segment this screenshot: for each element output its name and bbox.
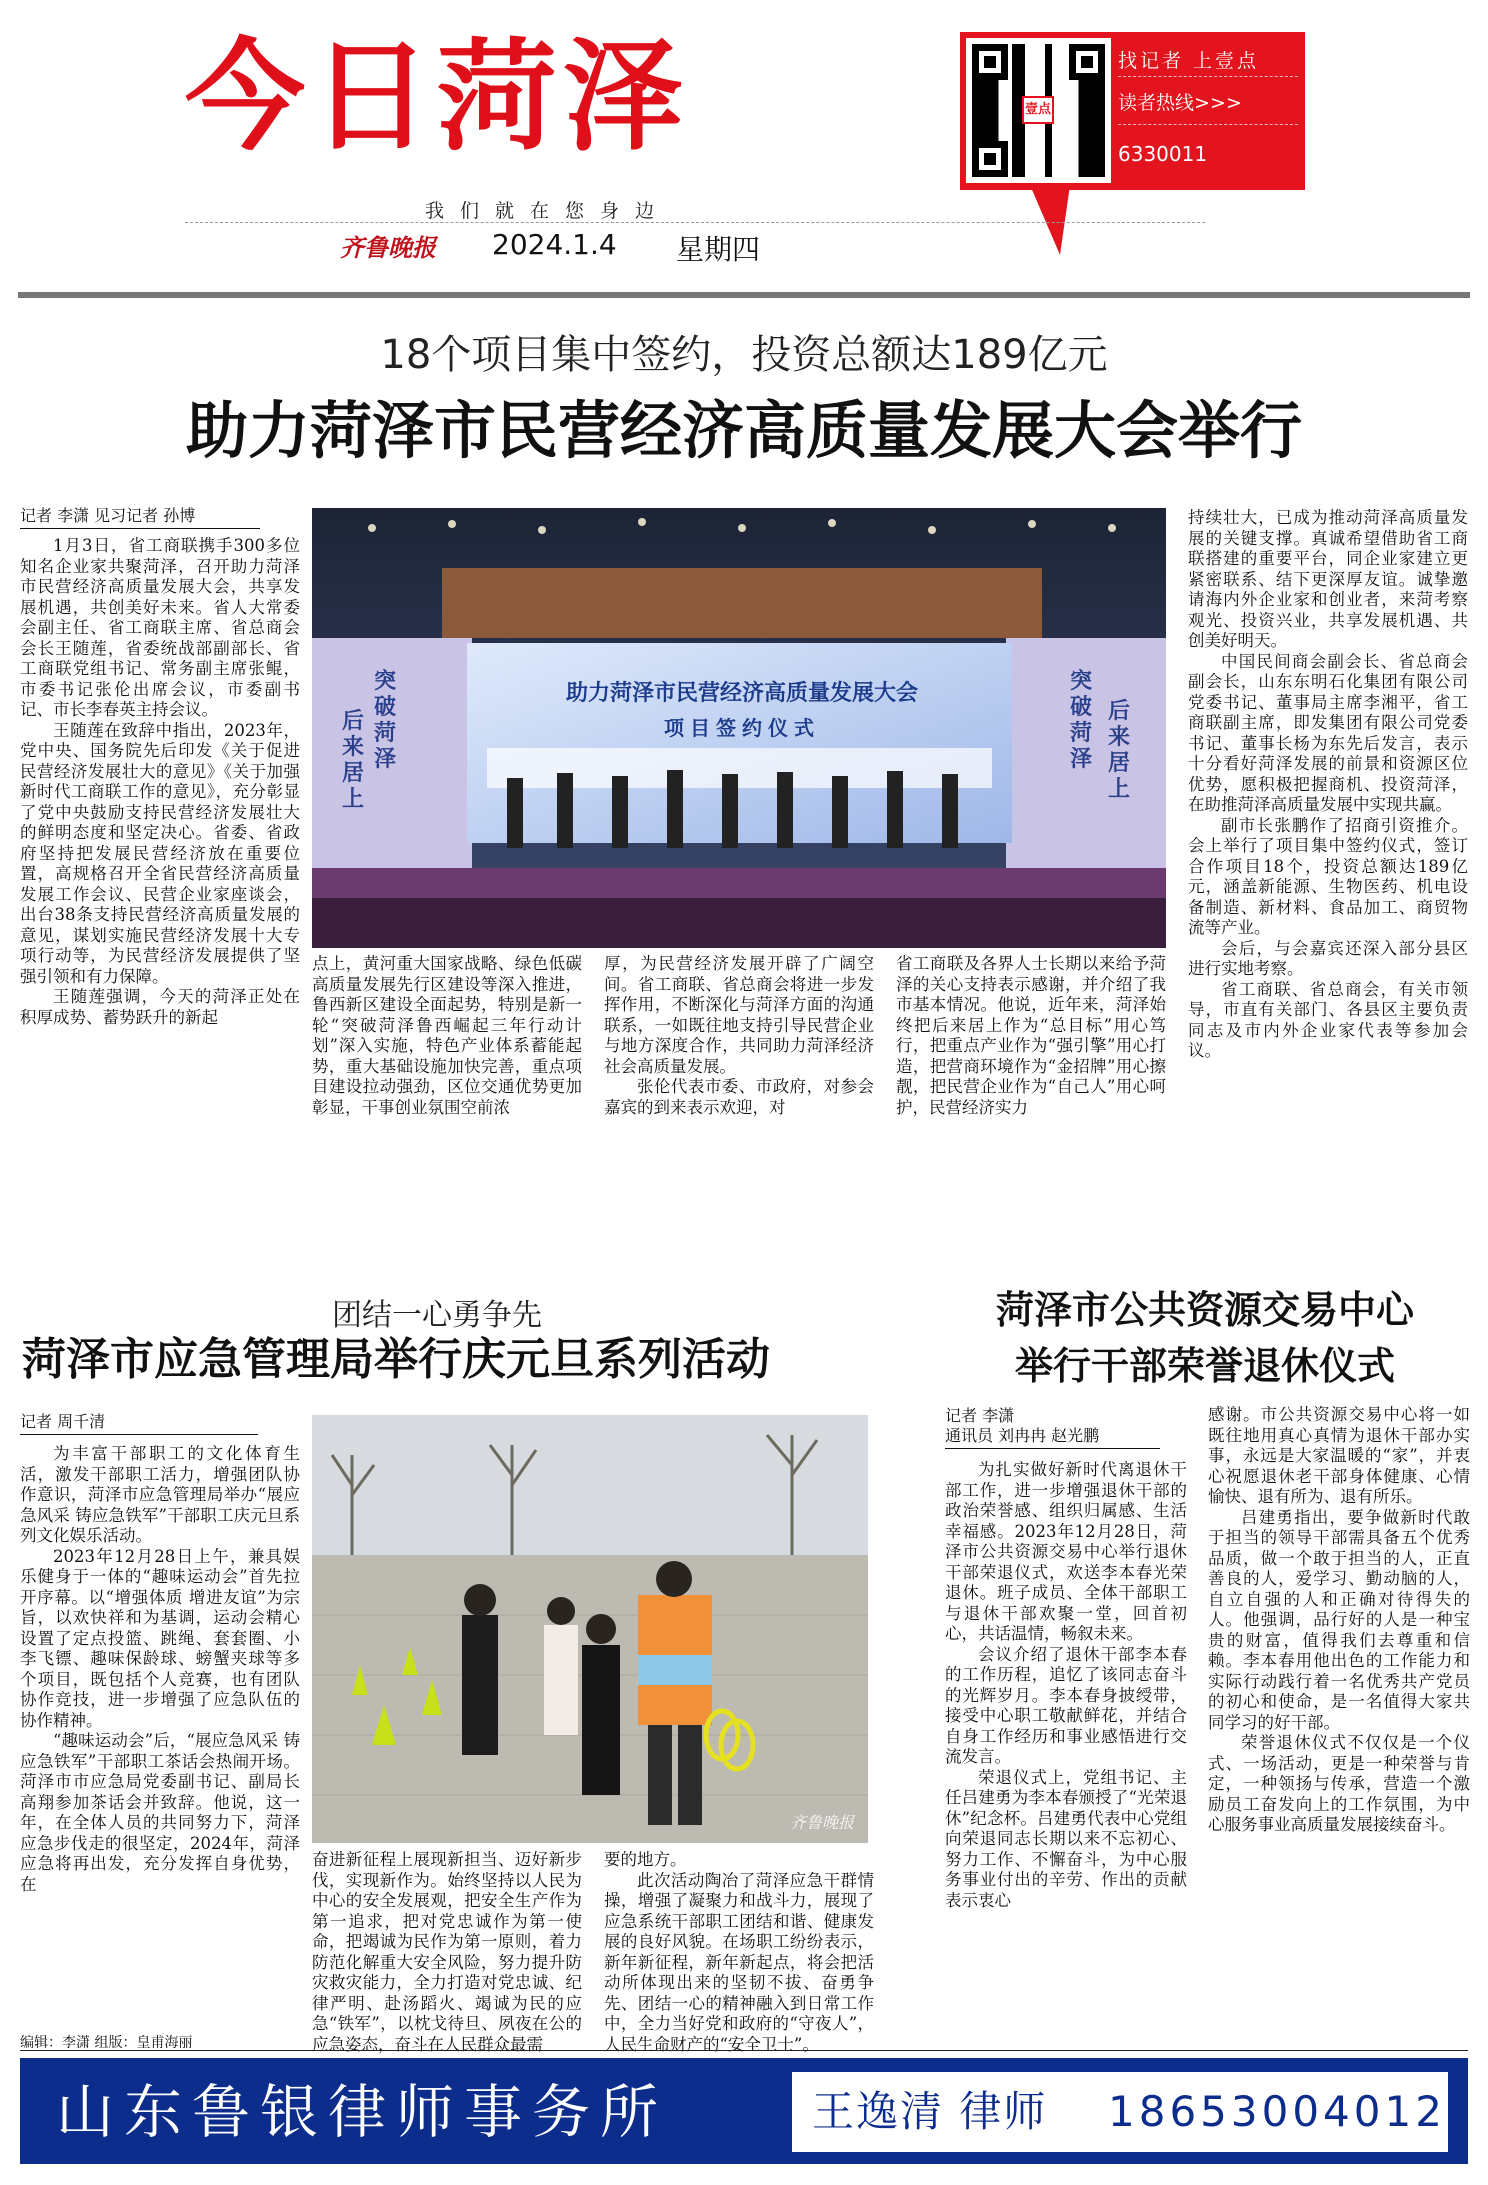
paragraph: “趣味运动会”后，“展应急风采 铸应急铁军”干部职工茶话会热闹开场。菏泽市市应急局党委副书记、副局长高翔参加茶话会并致辞。他说，这一年，在全体人员的共同努力下，菏泽应急步伐走的很坚定，2024年，菏泽应急将再出发，充分发挥自身优势，在 bbox=[20, 1731, 300, 1894]
article2-col3 bbox=[604, 1850, 874, 2054]
ad-firm-name: 山东鲁银律师事务所 bbox=[56, 2078, 669, 2146]
stage-banner-title: 助力菏泽市民营经济高质量发展大会 bbox=[565, 680, 918, 706]
article3-col2 bbox=[1208, 1405, 1470, 2025]
article3-byline2: 通讯员 刘冉冉 赵光鹏 bbox=[945, 1426, 1160, 1449]
article1-col1 bbox=[20, 536, 300, 1196]
stage-slogan-left-b: 后来居上 bbox=[342, 708, 365, 812]
paragraph: 荣退仪式上，党组书记、主任吕建勇为李本春颁授了“光荣退休”纪念杯。吕建勇代表中心党组向荣退同志长期以来不忘初心、努力工作、不懈奋斗，为中心服务事业付出的辛劳、作出的贡献表示衷心 bbox=[945, 1767, 1187, 1910]
qr-badge: 壹点 bbox=[1022, 96, 1054, 124]
article2-col1 bbox=[20, 1444, 300, 2026]
masthead-title: 今日菏泽 bbox=[185, 26, 689, 167]
masthead-divider bbox=[185, 222, 1205, 223]
paragraph: 省工商联、省总商会，有关市领导，市直有关部门、各县区主要负责同志及市内外企业家代表等参加会议。 bbox=[1188, 979, 1468, 1060]
stage-slogan-left-a: 突破菏泽 bbox=[374, 668, 397, 772]
paragraph: 王随莲强调，今天的菏泽正处在积厚成势、蓄势跃升的新起 bbox=[20, 987, 300, 1027]
paragraph: 2023年12月28日上午，兼具娱乐健身于一体的“趣味运动会”首先拉开序幕。以“增强体质 增进友谊”为宗旨，以欢快祥和为基调，运动会精心设置了定点投篮、跳绳、套套圈、小李飞镖、趣味保龄球、螃蟹夹球等多个项目，既包括个人竞赛，也有团队协作竞技，进一步增强了应急队伍的协作精神。 bbox=[20, 1546, 300, 1730]
article1-col4 bbox=[896, 954, 1166, 1194]
article3-byline1: 记者 李潇 bbox=[945, 1406, 1015, 1425]
paragraph: 王随莲在致辞中指出，2023年，党中央、国务院先后印发《关于促进民营经济发展壮大的意见》《关于加强新时代工商联工作的意见》，充分彰显了党中央鼓励支持民营经济发展壮大的鲜明态度和坚定决心。省委、省政府坚持把发展民营经济放在重要位置，高规格召开全省民营经济高质量发展工作会议、民营企业家座谈会，出台38条支持民营经济高质量发展的意见，谋划实施民营经济发展十大专项行动等，为民营经济发展提供了坚强引领和有力保障。 bbox=[20, 720, 300, 986]
paragraph: 1月3日，省工商联携手300多位知名企业家共聚菏泽，召开助力菏泽市民营经济高质量发展大会，共享发展机遇，共创美好未来。省人大常委会副主任、省工商联主席、省总商会会长王随莲，省委统战部副部长、省工商联党组书记、常务副主席张鲲，市委书记张伦出席会议，市委副书记、市长李春英主持会议。 bbox=[20, 536, 300, 719]
paragraph: 奋进新征程上展现新担当、迈好新步伐，实现新作为。始终坚持以人民为中心的安全发展观，把安全生产作为第一追求，把对党忠诚作为第一使命，把竭诚为民作为第一原则，着力防范化解重大安全风险，努力提升防灾救灾能力，全力打造对党忠诚、纪律严明、赴汤蹈火、竭诚为民的应急“铁军”，以枕戈待旦、夙夜在公的应急姿态，奋斗在人民群众最需 bbox=[312, 1850, 582, 2054]
article2-col2 bbox=[312, 1850, 582, 2054]
editor-credits: 编辑：李潇 组版：皇甫海丽 bbox=[20, 2035, 193, 2051]
stage-banner-subtitle: 项目签约仪式 bbox=[664, 716, 820, 740]
issue-date: 2024.1.4 bbox=[492, 228, 617, 261]
article1-col2 bbox=[312, 954, 582, 1194]
qr-code-icon[interactable] bbox=[966, 38, 1111, 183]
article3-col1 bbox=[945, 1460, 1187, 2025]
paragraph: 感谢。市公共资源交易中心将一如既往地用真心真情为退休干部办实事，永远是大家温暖的“家”，并衷心祝愿退休老干部身体健康、心情愉快、退有所为、退有所乐。 bbox=[1208, 1405, 1470, 1506]
hotline-divider bbox=[1118, 76, 1298, 77]
hotline-number: 6330011 bbox=[1118, 142, 1208, 166]
signing-ceremony-photo bbox=[312, 508, 1166, 948]
footer-rule bbox=[20, 2050, 1468, 2051]
article3-headline bbox=[945, 1282, 1465, 1394]
paragraph: 张伦代表市委、市政府，对参会嘉宾的到来表示欢迎，对 bbox=[604, 1077, 874, 1117]
photo-watermark: 齐鲁晚报 bbox=[789, 1813, 854, 1832]
paragraph: 为扎实做好新时代离退休干部工作，进一步增强退休干部的政治荣誉感、组织归属感、生活幸福感。2023年12月28日，菏泽市公共资源交易中心举行退休干部荣退仪式，欢送李本春光荣退休。班子成员、全体干部职工与退休干部欢聚一堂，回首初心，共话温情，畅叙未来。 bbox=[945, 1460, 1187, 1643]
article3-headline-line1: 菏泽市公共资源交易中心 bbox=[995, 1287, 1414, 1332]
paragraph: 会议介绍了退休干部李本春的工作历程，追忆了该同志奋斗的光辉岁月。李本春身披绶带，接受中心职工敬献鲜花，并结合自身工作经历和事业感悟进行交流发言。 bbox=[945, 1644, 1187, 1766]
paragraph: 为丰富干部职工的文化体育生活，激发干部职工活力，增强团队协作意识，菏泽市应急管理局举办“展应急风采 铸应急铁军”干部职工庆元旦系列文化娱乐活动。 bbox=[20, 1444, 300, 1545]
ad-lawyer-name: 王逸清 律师 bbox=[812, 2087, 1048, 2136]
article1-col5 bbox=[1188, 508, 1468, 1198]
paragraph: 要的地方。 bbox=[604, 1850, 687, 1869]
paper-logo: 齐鲁晚报 bbox=[340, 233, 436, 262]
article1-headline: 助力菏泽市民营经济高质量发展大会举行 bbox=[185, 394, 1302, 467]
article1-byline: 记者 李潇 见习记者 孙博 bbox=[20, 506, 260, 529]
hotline-box-tail bbox=[1030, 185, 1070, 255]
article2-headline: 菏泽市应急管理局举行庆元旦系列活动 bbox=[22, 1334, 770, 1385]
paragraph: 荣誉退休仪式不仅仅是一个仪式、一场活动，更是一种荣誉与肯定，一种领扬与传承，营造一个激励员工奋发向上的工作氛围，为中心服务事业高质量发展接续奋斗。 bbox=[1208, 1733, 1470, 1834]
paragraph: 此次活动陶冶了菏泽应急干群情操，增强了凝聚力和战斗力，展现了应急系统干部职工团结和谐、健康发展的良好风貌。在场职工纷纷表示，新年新征程，新年新起点，将会把活动所体现出来的坚韧不拔、奋勇争先、团结一心的精神融入到日常工作中，全力当好党和政府的“守夜人”，人民生命财产的“安全卫士”。 bbox=[604, 1870, 874, 2054]
paragraph: 省工商联及各界人士长期以来给予菏泽的关心支持表示感谢，并介绍了我市基本情况。他说，近年来，菏泽始终把后来居上作为“总目标”用心笃行，把重点产业作为“强引擎”用心打造，把营商环境作为“金招牌”用心擦靓，把民营企业作为“自己人”用心呵护，民营经济实力 bbox=[896, 954, 1166, 1117]
paragraph: 副市长张鹏作了招商引资推介。会上举行了项目集中签约仪式，签订合作项目18个，投资总额达189亿元，涵盖新能源、生物医药、机电设备制造、新材料、食品加工、商贸物流等产业。 bbox=[1188, 815, 1468, 937]
article2-byline: 记者 周千清 bbox=[20, 1412, 258, 1435]
stage-slogan-right-b: 后来居上 bbox=[1108, 698, 1131, 802]
sports-event-photo bbox=[312, 1415, 868, 1843]
article3-headline-line2: 举行干部荣誉退休仪式 bbox=[1014, 1343, 1395, 1388]
article2-kicker: 团结一心勇争先 bbox=[332, 1298, 542, 1333]
masthead-slogan: 我们就在您身边 bbox=[425, 200, 671, 222]
paragraph: 中国民间商会副会长、省总商会副会长，山东东明石化集团有限公司党委书记、董事局主席李湘平，省工商联副主席，即发集团有限公司党委书记、董事长杨为东先后发言，表示十分看好菏泽发展的前景和资源区位优势，愿积极把握商机、投资菏泽，在助推菏泽高质量发展中实现共赢。 bbox=[1188, 651, 1468, 814]
paragraph: 持续壮大，已成为推动菏泽高质量发展的关键支撑。真诚希望借助省工商联搭建的重要平台，同企业家建立更紧密联系、结下更深厚友谊。诚挚邀请海内外企业家和创业者，来菏考察观光、投资兴业，共享发展机遇、共创美好明天。 bbox=[1188, 508, 1468, 650]
top-rule bbox=[18, 292, 1470, 298]
paragraph: 吕建勇指出，要争做新时代敢于担当的领导干部需具备五个优秀品质，做一个敢于担当的人，正直善良的人，爱学习、勤动脑的人，自立自强的人和正确对待得失的人。他强调，品行好的人是一种宝贵的财富，值得我们去尊重和信赖。李本春用他出色的工作能力和实际行动践行着一名优秀共产党员的初心和使命，是一名值得大家共同学习的好干部。 bbox=[1208, 1507, 1470, 1732]
hotline-divider bbox=[1118, 124, 1298, 125]
paragraph: 会后，与会嘉宾还深入部分县区进行实地考察。 bbox=[1188, 938, 1468, 978]
hotline-tagline: 找记者 上壹点 bbox=[1118, 50, 1260, 72]
issue-weekday: 星期四 bbox=[676, 233, 761, 266]
stage-slogan-right-a: 突破菏泽 bbox=[1070, 668, 1093, 772]
paragraph: 点上，黄河重大国家战略、绿色低碳高质量发展先行区建设等深入推进，鲁西新区建设全面起势，特别是新一轮“突破菏泽鲁西崛起三年行动计划”深入实施，特色产业体系蓄能起势，重大基础设施加快完善，重点项目建设拉动强劲，区位交通优势更加彰显，干事创业氛围空前浓 bbox=[312, 954, 582, 1117]
hotline-label: 读者热线>>> bbox=[1118, 92, 1242, 114]
article1-kicker: 18个项目集中签约，投资总额达189亿元 bbox=[380, 332, 1108, 378]
paragraph: 厚，为民营经济发展开辟了广阔空间。省工商联、省总商会将进一步发挥作用，不断深化与菏泽方面的沟通联系，一如既往地支持引导民营企业与地方深度合作，共同助力菏泽经济社会高质量发展。 bbox=[604, 954, 874, 1076]
courtyard-illustration bbox=[312, 1415, 868, 1843]
ad-phone-number[interactable]: 18653004012 bbox=[1108, 2087, 1446, 2136]
article1-col3 bbox=[604, 954, 874, 1194]
